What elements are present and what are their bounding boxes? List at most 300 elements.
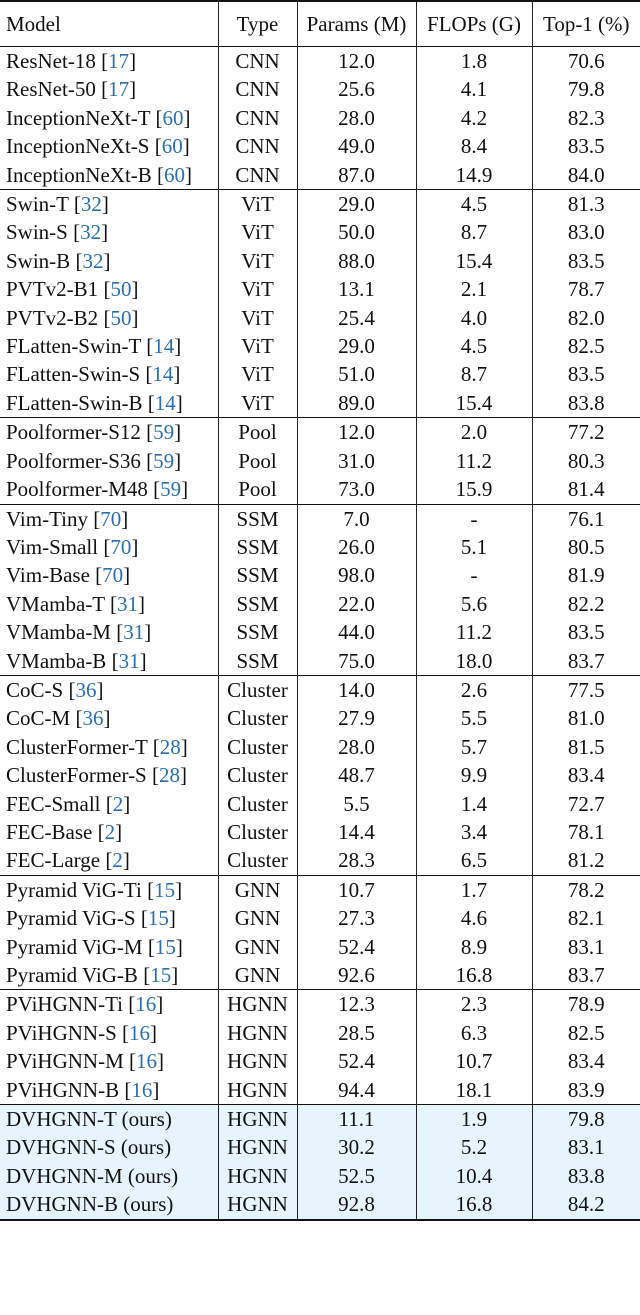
top1-cell: 81.3 [532,190,640,219]
params-cell: 14.4 [297,818,416,846]
top1-cell: 83.7 [532,961,640,990]
params-cell: 92.6 [297,961,416,990]
params-cell: 11.1 [297,1105,416,1134]
model-cell: FEC-Small [2] [6,791,131,816]
citation-link[interactable]: 15 [154,877,176,902]
params-cell: 51.0 [297,360,416,388]
top1-cell: 81.2 [532,846,640,875]
model-cell: Swin-T [32] [6,192,109,217]
model-cell: ResNet-18 [17] [6,49,137,73]
type-cell: SSM [218,533,297,561]
model-cell: PVTv2-B1 [50] [6,277,139,302]
citation-link[interactable]: 15 [154,934,176,959]
type-cell: HGNN [218,990,297,1019]
params-cell: 25.6 [297,75,416,103]
citation-link[interactable]: 16 [135,992,157,1017]
type-cell: HGNN [218,1076,297,1105]
params-cell: 28.3 [297,846,416,875]
flops-cell: 8.4 [416,132,532,160]
top1-cell: 83.8 [532,389,640,418]
flops-cell: 16.8 [416,1190,532,1219]
model-name: Poolformer-S36 [6,448,141,473]
top1-cell: 79.8 [532,1105,640,1134]
model-cell: InceptionNeXt-T [60] [6,105,191,130]
citation-link[interactable]: 60 [164,162,186,187]
flops-cell: 1.4 [416,790,532,818]
params-cell: 29.0 [297,190,416,219]
type-cell: HGNN [218,1047,297,1075]
params-cell: 22.0 [297,590,416,618]
model-cell: FLatten-Swin-B [14] [6,390,183,415]
model-name: InceptionNeXt-T [6,105,151,130]
params-cell: 98.0 [297,561,416,589]
flops-cell: 11.2 [416,447,532,475]
flops-cell: - [416,561,532,589]
citation-link[interactable]: 50 [110,277,132,302]
flops-cell: 4.5 [416,190,532,219]
top1-cell: 83.4 [532,761,640,789]
model-name: CoC-M [6,706,71,731]
flops-cell: 10.4 [416,1162,532,1190]
top1-cell: 83.9 [532,1076,640,1105]
top1-cell: 78.2 [532,875,640,904]
model-group [0,47,640,190]
top1-cell: 81.4 [532,475,640,504]
top1-cell: 82.1 [532,904,640,932]
table-row [0,904,640,932]
model-name: PViHGNN-Ti [6,992,123,1017]
model-group [0,990,640,1105]
header-model: Model [6,12,61,36]
model-cell: Swin-S [32] [6,220,109,245]
model-name: DVHGNN-M (ours) [0,1162,218,1190]
top1-cell: 79.8 [532,75,640,103]
model-name: DVHGNN-B (ours) [0,1190,218,1219]
table-row [0,990,640,1019]
citation-link[interactable]: 14 [154,390,176,415]
params-cell: 30.2 [297,1133,416,1161]
params-cell: 28.0 [297,104,416,132]
type-cell: SSM [218,590,297,618]
top1-cell: 84.0 [532,161,640,190]
params-cell: 73.0 [297,475,416,504]
params-cell: 27.9 [297,704,416,732]
model-name: Pyramid ViG-Ti [6,877,142,902]
citation-link[interactable]: 59 [160,477,182,502]
model-name: Poolformer-M48 [6,477,148,502]
model-name: PVTv2-B2 [6,305,99,330]
model-cell: VMamba-B [31] [6,648,147,673]
type-cell: ViT [218,332,297,360]
citation-link[interactable]: 50 [110,305,132,330]
table-row [0,818,640,846]
params-cell: 12.3 [297,990,416,1019]
type-cell: ViT [218,247,297,275]
type-cell: Pool [218,418,297,447]
model-name: FLatten-Swin-B [6,390,143,415]
type-cell: Pool [218,475,297,504]
type-cell: CNN [218,104,297,132]
model-name: Pyramid ViG-B [6,963,138,987]
top1-cell: 80.5 [532,533,640,561]
table-row [0,704,640,732]
citation-link[interactable]: 32 [82,248,104,273]
type-cell: ViT [218,275,297,303]
citation-link[interactable]: 16 [136,1049,157,1074]
table-row [0,104,640,132]
table-row [0,418,640,447]
flops-cell: 2.1 [416,275,532,303]
flops-cell: 4.0 [416,304,532,332]
type-cell: SSM [218,618,297,646]
flops-cell: 4.5 [416,332,532,360]
flops-cell: 8.7 [416,360,532,388]
citation-link[interactable]: 15 [150,963,172,987]
model-cell: Poolformer-S12 [59] [6,420,182,445]
model-name: ResNet-50 [6,77,96,102]
type-cell: ViT [218,360,297,388]
flops-cell: 4.1 [416,75,532,103]
model-cell: PViHGNN-M [16] [6,1049,164,1074]
top1-cell: 83.5 [532,618,640,646]
params-cell: 28.5 [297,1019,416,1047]
table-row [0,332,640,360]
type-cell: Cluster [218,704,297,732]
model-name: FEC-Base [6,819,93,844]
type-cell: CNN [218,47,297,76]
top1-cell: 82.5 [532,332,640,360]
model-cell: Poolformer-S36 [59] [6,448,182,473]
type-cell: HGNN [218,1019,297,1047]
params-cell: 92.8 [297,1190,416,1219]
citation-link[interactable]: 70 [102,563,124,588]
model-name: Pyramid ViG-S [6,906,136,931]
model-name: FLatten-Swin-S [6,362,141,387]
table-row [0,247,640,275]
top1-cell: 82.3 [532,104,640,132]
top1-cell: 81.9 [532,561,640,589]
citation-link[interactable]: 32 [80,220,102,245]
flops-cell: 10.7 [416,1047,532,1075]
citation-link[interactable]: 17 [108,77,130,102]
type-cell: HGNN [218,1105,297,1134]
header-flops: FLOPs (G) [416,1,532,47]
params-cell: 87.0 [297,161,416,190]
type-cell: Pool [218,447,297,475]
model-cell: Swin-B [32] [6,248,111,273]
flops-cell: 1.9 [416,1105,532,1134]
flops-cell: 5.5 [416,704,532,732]
model-group [0,190,640,418]
top1-cell: 76.1 [532,504,640,533]
model-cell: Vim-Base [70] [6,563,131,588]
table-row [0,475,640,504]
type-cell: CNN [218,75,297,103]
flops-cell: 5.6 [416,590,532,618]
table-row-ours [0,1105,640,1134]
model-cell: Pyramid ViG-Ti [15] [6,877,183,902]
flops-cell: 6.5 [416,846,532,875]
table-row [0,389,640,418]
params-cell: 50.0 [297,218,416,246]
model-group [0,875,640,990]
model-name: Swin-T [6,192,69,217]
params-cell: 25.4 [297,304,416,332]
model-cell: ResNet-50 [17] [6,77,137,102]
top1-cell: 81.5 [532,733,640,761]
top1-cell: 84.2 [532,1190,640,1219]
flops-cell: 5.2 [416,1133,532,1161]
ours-group [0,1105,640,1220]
table-row [0,218,640,246]
flops-cell: 4.6 [416,904,532,932]
model-name: ClusterFormer-S [6,763,147,788]
params-cell: 12.0 [297,47,416,76]
flops-cell: 2.6 [416,675,532,704]
citation-link[interactable]: 59 [153,420,175,445]
model-name: VMamba-M [6,620,111,645]
type-cell: Cluster [218,846,297,875]
type-cell: Cluster [218,675,297,704]
citation-link[interactable]: 70 [100,506,122,531]
model-name: Swin-B [6,248,71,273]
citation-link[interactable]: 60 [161,134,183,159]
type-cell: ViT [218,190,297,219]
flops-cell: 2.0 [416,418,532,447]
top1-cell: 78.9 [532,990,640,1019]
flops-cell: 1.7 [416,875,532,904]
table-row [0,504,640,533]
model-cell: FEC-Large [2] [6,848,130,873]
flops-cell: 15.9 [416,475,532,504]
params-cell: 13.1 [297,275,416,303]
params-cell: 26.0 [297,533,416,561]
type-cell: ViT [218,389,297,418]
flops-cell: 5.1 [416,533,532,561]
table-row [0,275,640,303]
type-cell: GNN [218,961,297,990]
params-cell: 94.4 [297,1076,416,1105]
citation-link[interactable]: 36 [75,677,97,702]
citation-link[interactable]: 70 [110,534,132,559]
type-cell: SSM [218,561,297,589]
table-row [0,75,640,103]
model-name: FEC-Large [6,848,101,873]
type-cell: SSM [218,504,297,533]
citation-link[interactable]: 28 [159,734,181,759]
type-cell: CNN [218,132,297,160]
params-cell: 75.0 [297,647,416,676]
type-cell: Cluster [218,790,297,818]
type-cell: HGNN [218,1162,297,1190]
table-row [0,161,640,190]
model-cell: VMamba-T [31] [6,591,146,616]
table-row [0,675,640,704]
type-cell: Cluster [218,761,297,789]
model-name: PViHGNN-M [6,1049,124,1074]
flops-cell: 15.4 [416,247,532,275]
params-cell: 44.0 [297,618,416,646]
model-name: Vim-Tiny [6,506,88,531]
top1-cell: 81.0 [532,704,640,732]
table-row [0,961,640,990]
model-name: InceptionNeXt-S [6,134,150,159]
flops-cell: 6.3 [416,1019,532,1047]
header-params: Params (M) [297,1,416,47]
flops-cell: - [416,504,532,533]
model-cell: CoC-S [36] [6,677,104,702]
flops-cell: 8.7 [416,218,532,246]
flops-cell: 11.2 [416,618,532,646]
citation-link[interactable]: 31 [123,620,145,645]
params-cell: 14.0 [297,675,416,704]
model-name: ResNet-18 [6,49,96,73]
params-cell: 88.0 [297,247,416,275]
model-name: PViHGNN-B [6,1077,120,1102]
top1-cell: 82.0 [532,304,640,332]
model-cell: Vim-Tiny [70] [6,506,129,531]
params-cell: 7.0 [297,504,416,533]
model-name: PVTv2-B1 [6,277,99,302]
type-cell: Cluster [218,733,297,761]
citation-link[interactable]: 15 [147,906,169,931]
model-group [0,418,640,504]
model-cell: FLatten-Swin-T [14] [6,334,182,359]
flops-cell: 1.8 [416,47,532,76]
type-cell: ViT [218,304,297,332]
model-name: PViHGNN-S [6,1020,117,1045]
citation-link[interactable]: 59 [153,448,175,473]
top1-cell: 78.7 [532,275,640,303]
header-row [0,1,640,47]
citation-link[interactable]: 2 [112,848,123,873]
params-cell: 28.0 [297,733,416,761]
table-row [0,447,640,475]
flops-cell: 18.0 [416,647,532,676]
top1-cell: 83.5 [532,132,640,160]
citation-link[interactable]: 31 [118,648,140,673]
table-row [0,933,640,961]
table-row [0,1019,640,1047]
flops-cell: 8.9 [416,933,532,961]
top1-cell: 83.0 [532,218,640,246]
top1-cell: 82.2 [532,590,640,618]
flops-cell: 5.7 [416,733,532,761]
citation-link[interactable]: 32 [80,192,102,217]
type-cell: GNN [218,904,297,932]
type-cell: Cluster [218,818,297,846]
top1-cell: 83.8 [532,1162,640,1190]
type-cell: GNN [218,933,297,961]
params-cell: 52.4 [297,933,416,961]
citation-link[interactable]: 28 [159,763,180,788]
params-cell: 27.3 [297,904,416,932]
flops-cell: 9.9 [416,761,532,789]
table-row [0,561,640,589]
params-cell: 52.5 [297,1162,416,1190]
model-name: Swin-S [6,220,68,245]
top1-cell: 77.2 [532,418,640,447]
model-cell: InceptionNeXt-B [60] [6,162,193,187]
table-row [0,846,640,875]
model-name: VMamba-B [6,648,107,673]
table-row [0,590,640,618]
header-top1: Top-1 (%) [532,1,640,47]
table-row [0,1047,640,1075]
table-row [0,360,640,388]
params-cell: 12.0 [297,418,416,447]
params-cell: 49.0 [297,132,416,160]
citation-link[interactable]: 14 [153,334,175,359]
type-cell: GNN [218,875,297,904]
citation-link[interactable]: 2 [104,819,116,844]
top1-cell: 82.5 [532,1019,640,1047]
model-name: VMamba-T [6,591,105,616]
top1-cell: 83.1 [532,933,640,961]
top1-cell: 77.5 [532,675,640,704]
model-name: ClusterFormer-T [6,734,148,759]
table-row-ours [0,1133,640,1161]
params-cell: 29.0 [297,332,416,360]
model-name: Pyramid ViG-M [6,934,143,959]
model-cell: Pyramid ViG-B [15] [6,963,179,987]
type-cell: CNN [218,161,297,190]
type-cell: HGNN [218,1190,297,1219]
model-group [0,504,640,675]
flops-cell: 4.2 [416,104,532,132]
table-row [0,304,640,332]
top1-cell: 83.4 [532,1047,640,1075]
citation-link[interactable]: 36 [82,706,104,731]
table-row-ours [0,1190,640,1219]
header-type: Type [218,1,297,47]
model-cell: FLatten-Swin-S [14] [6,362,181,387]
top1-cell: 70.6 [532,47,640,76]
top1-cell: 83.7 [532,647,640,676]
flops-cell: 14.9 [416,161,532,190]
model-name: Vim-Small [6,534,99,559]
model-cell: Vim-Small [70] [6,534,139,559]
citation-link[interactable]: 60 [162,105,184,130]
model-name: FEC-Small [6,791,101,816]
top1-cell: 78.1 [532,818,640,846]
top1-cell: 83.5 [532,247,640,275]
model-name: DVHGNN-T (ours) [0,1105,218,1134]
citation-link[interactable]: 16 [131,1077,153,1102]
model-name: CoC-S [6,677,64,702]
citation-link[interactable]: 14 [152,362,174,387]
table-row [0,790,640,818]
model-name: InceptionNeXt-B [6,162,152,187]
model-cell: CoC-M [36] [6,706,111,731]
table-row [0,618,640,646]
table-row [0,761,640,789]
table-row [0,647,640,676]
flops-cell: 15.4 [416,389,532,418]
model-name: Poolformer-S12 [6,420,141,445]
citation-link[interactable]: 31 [117,591,139,616]
table-row [0,190,640,219]
table-row-ours [0,1162,640,1190]
model-cell: PViHGNN-B [16] [6,1077,160,1102]
top1-cell: 80.3 [532,447,640,475]
type-cell: HGNN [218,1133,297,1161]
citation-link[interactable]: 17 [108,49,130,73]
params-cell: 31.0 [297,447,416,475]
citation-link[interactable]: 2 [112,791,124,816]
citation-link[interactable]: 16 [129,1020,151,1045]
model-cell: PViHGNN-S [16] [6,1020,158,1045]
